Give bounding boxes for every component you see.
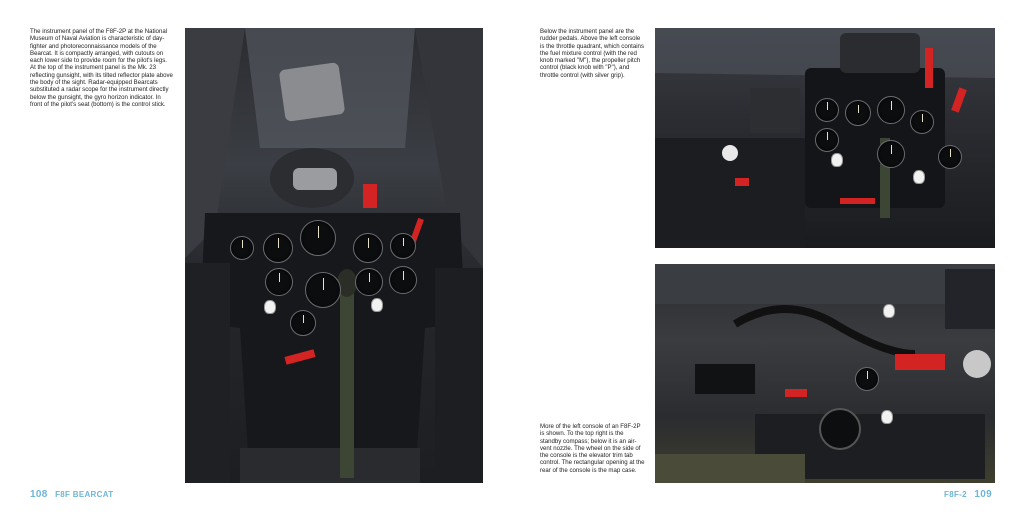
right-knob-white	[371, 298, 383, 312]
panel-gauge-1	[815, 98, 839, 122]
rate-of-climb-gauge	[353, 233, 383, 263]
throttle-knob-white-2	[913, 170, 925, 184]
altimeter-gauge	[230, 236, 254, 260]
right-bottom-caption: More of the left console of an F8F-2P is shown. To the top right is the standby compass; below it is an air-vent nozzle. The wheel on the side of the console is the elevator trim tab control. The rectangular opening at the rear of the console is the map case.	[540, 423, 645, 474]
right-running-title: F8F-2	[944, 490, 967, 499]
panel-gauge-5	[815, 128, 839, 152]
compass-gauge	[305, 272, 341, 308]
console-drawing	[655, 264, 995, 483]
left-caption: The instrument panel of the F8F-2P at the National Museum of Naval Aviation is characteristic of day-fighter and photoreconnaissance models of the Bearcat. It is compactly arranged, with cutouts on each lower side to provide room for the pilot's legs. At the top of the instrument panel is the Mk. 23 reflecting gunsight, with its tilted reflector plate above the body of the sight. Radar-equipped Bearcats substituted a radar scope for the instrument directly below the gunsight, the gyro horizon indicator. In front of the pilot's seat (bottom) is the control stick.	[30, 28, 173, 108]
panel-gauge-4	[910, 110, 934, 134]
tachometer-gauge	[389, 266, 417, 294]
left-knob-white	[264, 300, 276, 314]
footer-right	[944, 489, 992, 500]
console-knob-white-1	[881, 410, 893, 424]
right-page-number: 109	[974, 489, 992, 500]
footer-left	[30, 489, 113, 500]
right-top-caption: Below the instrument panel are the rudder pedals. Above the left console is the throttle quadrant, which contains the fuel mixture control (with the red knob marked "M"), the propeller pitch control (black knob with "P"), and throttle control (with silver grip).	[540, 28, 644, 79]
left-console-photo	[655, 264, 995, 483]
engine-gauge	[390, 233, 416, 259]
lower-gauge	[290, 310, 316, 336]
manifold-pressure-gauge	[355, 268, 383, 296]
airspeed-gauge	[263, 233, 293, 263]
gyro-horizon-gauge	[300, 220, 336, 256]
panel-gauge-3	[877, 96, 905, 124]
left-page-number: 108	[30, 489, 48, 500]
panel-gauge-6	[877, 140, 905, 168]
cockpit-instrument-panel-photo	[185, 28, 483, 483]
panel-gauge-2	[845, 100, 871, 126]
cockpit-drawing	[185, 28, 483, 483]
console-gauge	[855, 367, 879, 391]
console-knob-white-2	[883, 304, 895, 318]
turn-bank-gauge	[265, 268, 293, 296]
throttle-knob-white-1	[831, 153, 843, 167]
left-running-title: F8F BEARCAT	[55, 490, 114, 499]
throttle-quadrant-photo	[655, 28, 995, 248]
panel-gauge-7	[938, 145, 962, 169]
